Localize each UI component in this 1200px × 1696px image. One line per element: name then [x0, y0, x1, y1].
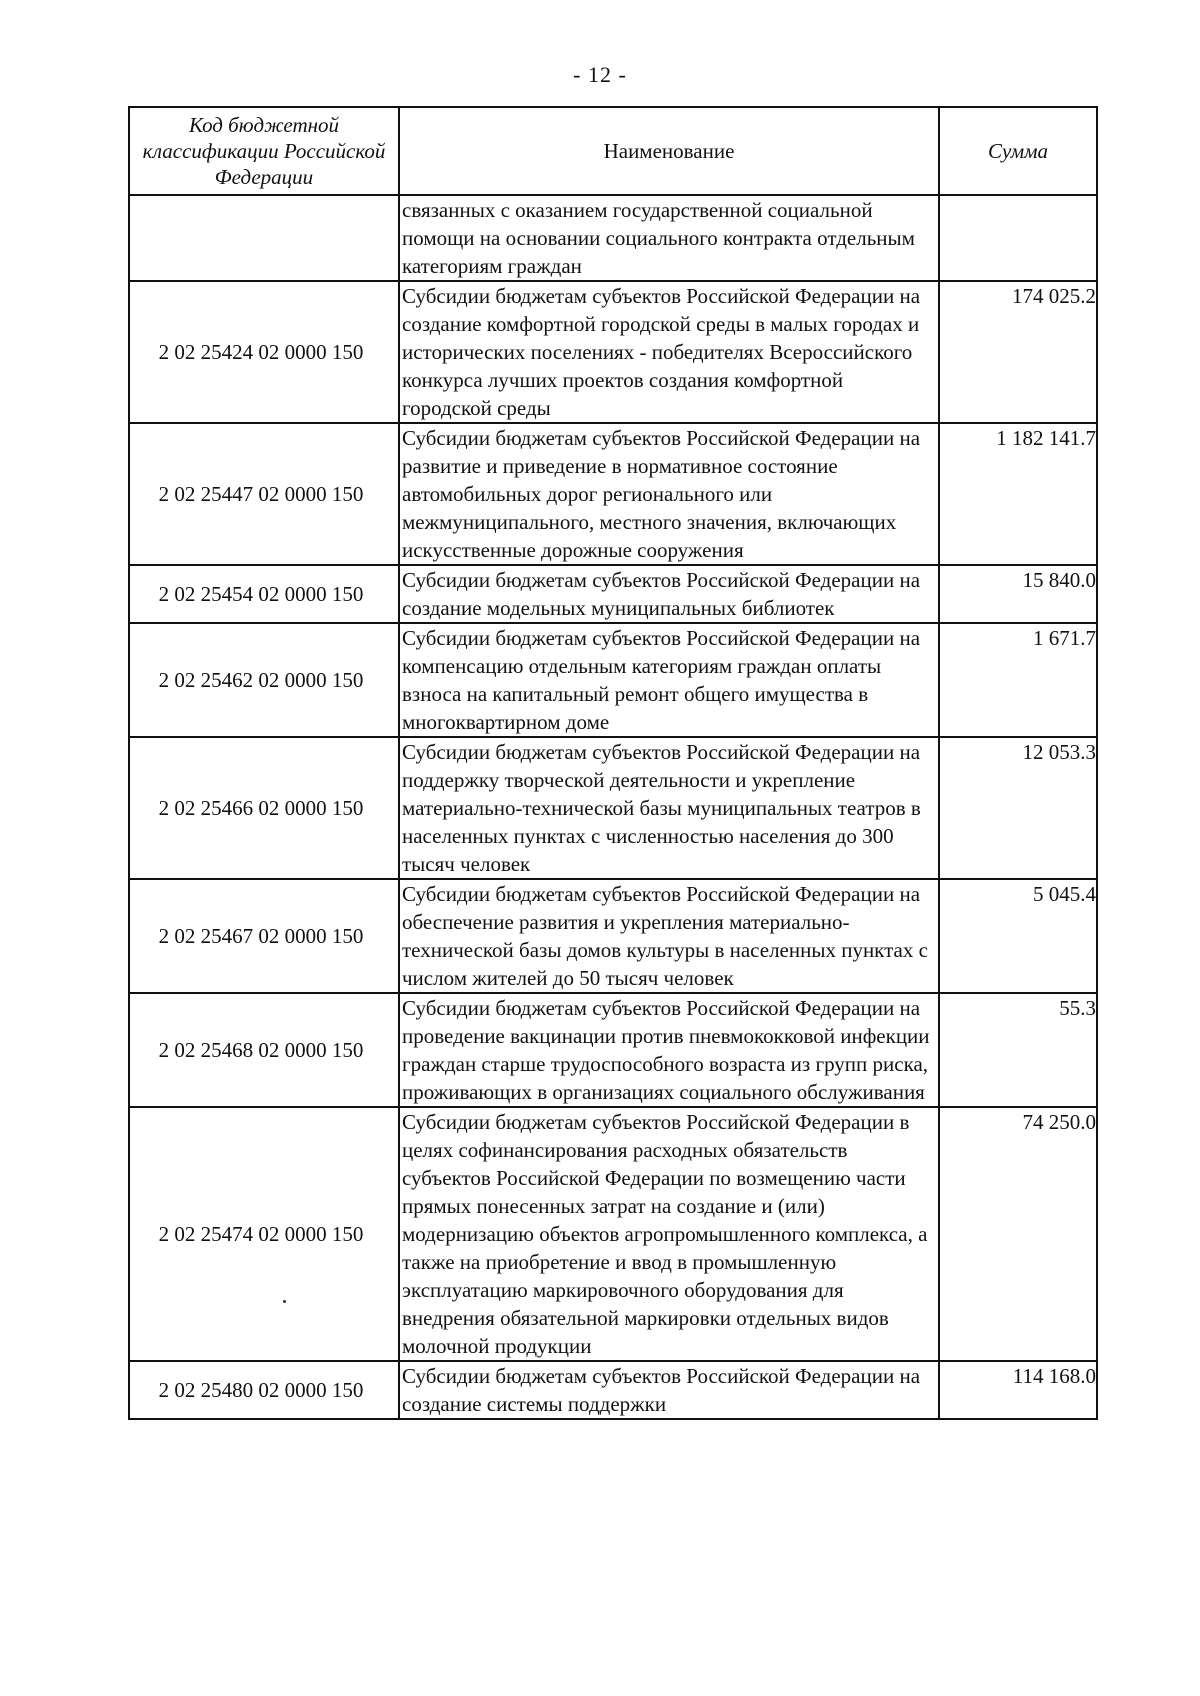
table-row: [129, 195, 1097, 281]
row-sum: [939, 195, 1097, 281]
row-sum: 5 045.4: [939, 879, 1097, 993]
row-code: [129, 195, 399, 281]
row-code: 2 02 25424 02 0000 150: [129, 281, 399, 423]
table-row: [129, 737, 1097, 879]
row-name: Субсидии бюджетам субъектов Российской Федерации на обеспечение развития и укрепления материально-технической базы домов культуры в населенных пунктах с числом жителей до 50 тысяч человек: [399, 879, 939, 993]
row-code: 2 02 25468 02 0000 150: [129, 993, 399, 1107]
scan-speck: [283, 1300, 286, 1303]
row-name: связанных с оказанием государственной социальной помощи на основании социального контракта отдельным категориям граждан: [399, 195, 939, 281]
page-number: - 12 -: [573, 62, 627, 87]
row-sum: 174 025.2: [939, 281, 1097, 423]
budget-table: [128, 106, 1098, 1420]
table-row: [129, 281, 1097, 423]
row-name: Субсидии бюджетам субъектов Российской Федерации на создание системы поддержки: [399, 1361, 939, 1419]
row-code: 2 02 25466 02 0000 150: [129, 737, 399, 879]
table-header-row: [129, 107, 1097, 195]
row-code: 2 02 25480 02 0000 150: [129, 1361, 399, 1419]
row-code: 2 02 25454 02 0000 150: [129, 565, 399, 623]
row-name: Субсидии бюджетам субъектов Российской Федерации на компенсацию отдельным категориям граждан оплаты взноса на капитальный ремонт общего имущества в многоквартирном доме: [399, 623, 939, 737]
row-sum: 114 168.0: [939, 1361, 1097, 1419]
row-name: Субсидии бюджетам субъектов Российской Федерации на создание комфортной городской среды в малых городах и исторических поселениях - победителях Всероссийского конкурса лучших проектов создания комфортной городской среды: [399, 281, 939, 423]
row-name: Субсидии бюджетам субъектов Российской Федерации на развитие и приведение в нормативное состояние автомобильных дорог регионального или межмуниципального, местного значения, включающих искусственные дорожные сооружения: [399, 423, 939, 565]
row-sum: 15 840.0: [939, 565, 1097, 623]
row-code: 2 02 25447 02 0000 150: [129, 423, 399, 565]
table-row: [129, 423, 1097, 565]
table-row: [129, 623, 1097, 737]
table-row: [129, 1107, 1097, 1361]
row-name: Субсидии бюджетам субъектов Российской Федерации на создание модельных муниципальных библиотек: [399, 565, 939, 623]
row-sum: 74 250.0: [939, 1107, 1097, 1361]
table-row: [129, 879, 1097, 993]
row-code: 2 02 25467 02 0000 150: [129, 879, 399, 993]
table-row: [129, 993, 1097, 1107]
row-code: 2 02 25462 02 0000 150: [129, 623, 399, 737]
row-sum: 55.3: [939, 993, 1097, 1107]
row-name: Субсидии бюджетам субъектов Российской Федерации в целях софинансирования расходных обязательств субъектов Российской Федерации по возмещению части прямых понесенных затрат на создание и (или) модернизацию объектов агропромышленного комплекса, а также на приобретение и ввод в промышленную эксплуатацию маркировочного оборудования для внедрения обязательной маркировки отдельных видов молочной продукции: [399, 1107, 939, 1361]
row-code: 2 02 25474 02 0000 150: [129, 1107, 399, 1361]
table-row: [129, 1361, 1097, 1419]
row-name: Субсидии бюджетам субъектов Российской Федерации на проведение вакцинации против пневмококковой инфекции граждан старше трудоспособного возраста из групп риска, проживающих в организациях социального обслуживания: [399, 993, 939, 1107]
row-name: Субсидии бюджетам субъектов Российской Федерации на поддержку творческой деятельности и укрепление материально-технической базы муниципальных театров в населенных пунктах с численностью населения до 300 тысяч человек: [399, 737, 939, 879]
row-sum: 1 671.7: [939, 623, 1097, 737]
row-sum: 1 182 141.7: [939, 423, 1097, 565]
table-row: [129, 565, 1097, 623]
header-code: Код бюджетной классификации Российской Федерации: [129, 107, 399, 195]
row-sum: 12 053.3: [939, 737, 1097, 879]
header-name: Наименование: [399, 107, 939, 195]
header-sum: Сумма: [939, 107, 1097, 195]
